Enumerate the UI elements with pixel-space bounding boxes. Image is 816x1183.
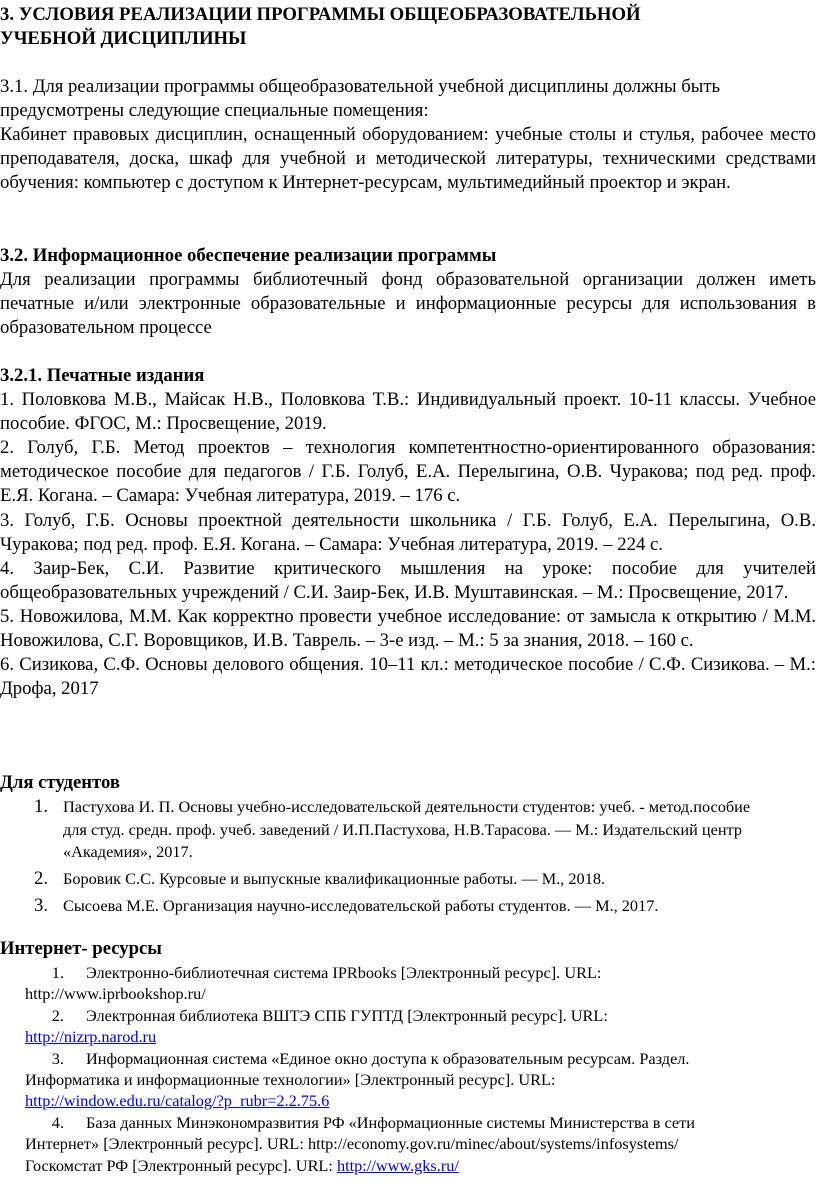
url-text: http://www.iprbookshop.ru/ — [25, 984, 206, 1004]
list-number: 1. — [51, 963, 64, 982]
section-heading-line2: УЧЕБНОЙ ДИСЦИПЛИНЫ — [0, 28, 247, 50]
s32-body: Для реализации программы библиотечный фонд образовательной организации должен иметь печатные и/или электронные образовательные и информационные ресурсы для использования в образовательном процессе — [0, 269, 816, 339]
section-3-2 — [0, 244, 816, 340]
list-number: 2. — [51, 1005, 64, 1025]
list-item: 4. Заир-Бек, С.И. Развитие критического мышления на уроке: пособие для учителей общеобразовательных учреждений / С.И. Заир-Бек, И.В. Муштавинская. – М.: Просвещение, 2017. — [0, 557, 816, 603]
list-item-continuation — [0, 1069, 816, 1090]
section-3-1 — [0, 75, 816, 195]
list-item — [0, 895, 816, 918]
list-item-text: Госкомстат РФ [Электронный ресурс]. URL: — [25, 1155, 337, 1175]
list-item: 5. Новожилова, М.М. Как корректно провести учебное исследование: от замысла к открытию / М.М. Новожилова, С.Г. Воровщиков, И.В. Таврель. – 3-е изд. – М.: 5 за знания, 2018. – 160 с. — [0, 605, 816, 652]
list-item — [0, 962, 816, 983]
url-line — [0, 983, 816, 1004]
list-item — [0, 1005, 816, 1026]
list-item-text: Боровик С.С. Курсовые и выпускные квалификационные работы. — М., 2018. — [63, 868, 606, 888]
list-number: 4. — [51, 1112, 64, 1132]
resource-link[interactable]: http://window.edu.ru/catalog/?p_rubr=2.2.75.6 — [25, 1091, 330, 1111]
list-item: 3. Голуб, Г.Б. Основы проектной деятельности школьника / Г.Б. Голуб, Е.А. Перелыгина, О.В. Чуракова; под ред. проф. Е.Я. Когана. – Самара: Учебная литература, 2019. – 224 с. — [0, 509, 816, 555]
s321-heading: 3.2.1. Печатные издания — [0, 365, 205, 386]
url-line — [0, 1026, 816, 1047]
students-section — [0, 771, 816, 918]
list-number: 2. — [34, 867, 49, 889]
students-heading: Для студентов — [0, 772, 120, 793]
list-item — [0, 868, 816, 891]
section-heading — [0, 3, 816, 51]
list-item — [0, 1048, 816, 1069]
section-3-2-1 — [0, 364, 816, 701]
list-item — [0, 796, 816, 864]
list-item-text: Пастухова И. П. Основы учебно-исследовательской деятельности студентов: учеб. - метод.пособие для студ. средн. проф. учеб. заведений / И.П.Пастухова, Н.В.Тарасова. — М.: Издательский центр «Академия», 2017. — [63, 797, 751, 862]
list-number: 3. — [51, 1048, 64, 1068]
internet-resources — [0, 962, 816, 1176]
resource-link[interactable]: http://www.gks.ru/ — [336, 1155, 459, 1175]
internet-heading: Интернет- ресурсы — [0, 938, 162, 959]
list-item-text: Информатика и информационные технологии» [Электронный ресурс]. URL: — [25, 1070, 556, 1090]
s31-intro: 3.1. Для реализации программы общеобразовательной учебной дисциплины должны быть предусмотрены следующие специальные помещения: — [0, 76, 721, 122]
list-item-text: Электронная библиотека ВШТЭ СПБ ГУПТД [Электронный ресурс]. URL: — [86, 1005, 608, 1025]
list-item — [0, 1112, 816, 1133]
list-item: 6. Сизикова, С.Ф. Основы делового общения. 10–11 кл.: методическое пособие / С.Ф. Сизикова. – М.: Дрофа, 2017 — [0, 654, 816, 700]
list-item-text: Информационная система «Единое окно доступа к образовательным ресурсам. Раздел. — [86, 1048, 690, 1068]
list-item-continuation — [0, 1155, 816, 1176]
list-item: 1. Половкова М.В., Майсак Н.В., Половкова Т.В.: Индивидуальный проект. 10-11 классы. Учебное пособие. ФГОС, М.: Просвещение, 2019. — [0, 389, 816, 435]
students-list — [0, 796, 816, 918]
list-number: 3. — [34, 895, 49, 917]
list-number: 1. — [34, 796, 49, 818]
list-item: 2. Голуб, Г.Б. Метод проектов – технология компетентностно-ориентированного образования: методическое пособие для педагогов / Г.Б. Голуб, Е.А. Перелыгина, О.В. Чуракова; под ред. проф. Е.Я. Когана. – Самара: Учебная литература, 2019. – 176 с. — [0, 437, 816, 507]
list-item-text: Интернет» [Электронный ресурс]. URL: http://economy.gov.ru/minec/about/systems/infosystems/ — [25, 1134, 679, 1154]
resource-link[interactable]: http://nizrp.narod.ru — [25, 1027, 157, 1047]
section-heading-line1: 3. УСЛОВИЯ РЕАЛИЗАЦИИ ПРОГРАММЫ ОБЩЕОБРАЗОВАТЕЛЬНОЙ — [0, 4, 641, 25]
s31-body: Кабинет правовых дисциплин, оснащенный оборудованием: учебные столы и стулья, рабочее место преподавателя, доска, шкаф для учебной и методической литературы, техническими средствами обучения: компьютер с доступом к Интернет-ресурсам, мультимедийный проектор и экран. — [0, 124, 816, 194]
s32-heading: 3.2. Информационное обеспечение реализации программы — [0, 245, 497, 266]
list-item-continuation — [0, 1133, 816, 1154]
url-line — [0, 1090, 816, 1111]
list-item-text: Сысоева М.Е. Организация научно-исследовательской работы студентов. — М., 2017. — [63, 896, 659, 916]
list-item-text: Электронно-библиотечная система IPRbooks [Электронный ресурс]. URL: — [86, 963, 602, 982]
list-item-text: База данных Минэкономразвития РФ «Информационные системы Министерства в сети — [86, 1112, 695, 1132]
